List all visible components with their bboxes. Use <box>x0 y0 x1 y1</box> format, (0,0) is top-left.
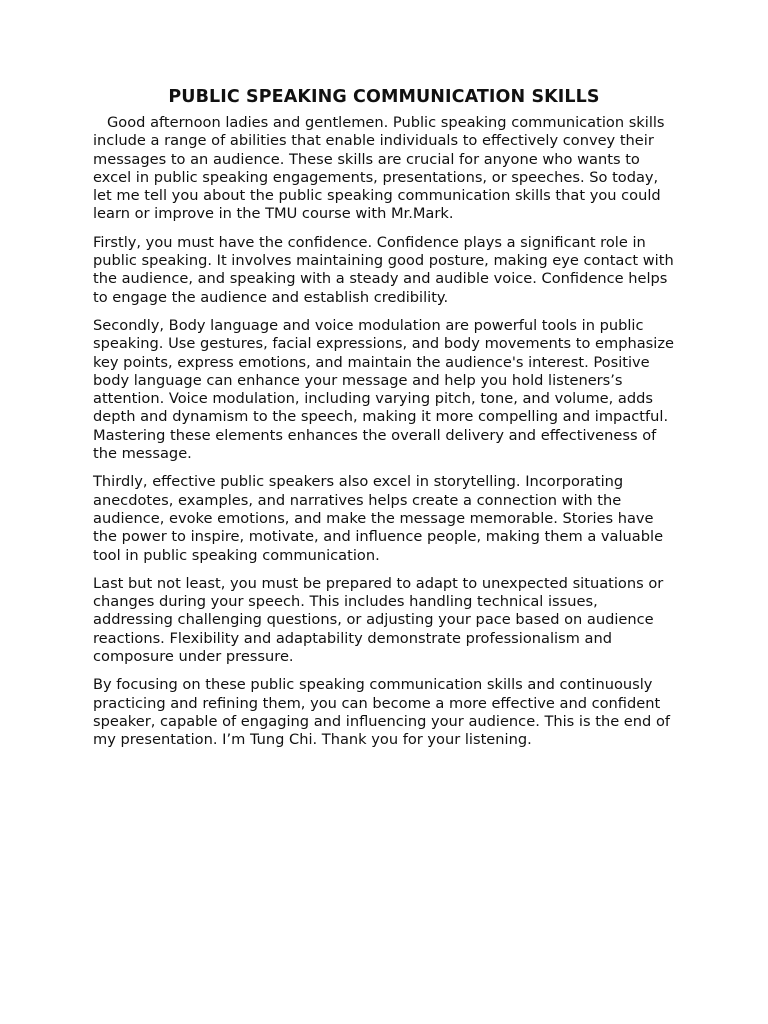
paragraph-adaptability: Last but not least, you must be prepared to adapt to unexpected situations or changes during your speech. This includes handling technical issues, addressing challenging questions, or adjusting your pace based on audience reactions. Flexibility and adaptability demonstrate professionalism and composure under pressure. <box>93 574 664 666</box>
document-body <box>93 86 675 760</box>
document-title: PUBLIC SPEAKING COMMUNICATION SKILLS <box>168 87 600 107</box>
paragraph-storytelling: Thirdly, effective public speakers also excel in storytelling. Incorporating anecdotes, examples, and narratives helps create a connection with the audience, evoke emotions, and make the message memorable. Stories have the power to inspire, motivate, and influence people, making them a valuable tool in public speaking communication. <box>93 473 664 564</box>
paragraph-intro: Good afternoon ladies and gentlemen. Public speaking communication skills include a range of abilities that enable individuals to effectively convey their messages to an audience. These skills are crucial for anyone who wants to excel in public speaking engagements, presentations, or speeches. So today, let me tell you about the public speaking communication skills that you could learn or improve in the TMU course with Mr.Mark. <box>93 114 665 223</box>
paragraph-body-language: Secondly, Body language and voice modulation are powerful tools in public speaking. Use gestures, facial expressions, and body movements to emphasize key points, express emotions, and maintain the audience's interest. Positive body language can enhance your message and help you hold listeners’s attention. Voice modulation, including varying pitch, tone, and volume, adds depth and dynamism to the speech, making it more compelling and impactful. Mastering these elements enhances the overall delivery and effectiveness of the message. <box>93 316 674 463</box>
paragraph-confidence: Firstly, you must have the confidence. Confidence plays a significant role in public speaking. It involves maintaining good posture, making eye contact with the audience, and speaking with a steady and audible voice. Confidence helps to engage the audience and establish credibility. <box>93 233 674 306</box>
paragraph-conclusion: By focusing on these public speaking communication skills and continuously practicing and refining them, you can become a more effective and confident speaker, capable of engaging and influencing your audience. This is the end of my presentation. I’m Tung Chi. Thank you for your listening. <box>93 676 671 749</box>
